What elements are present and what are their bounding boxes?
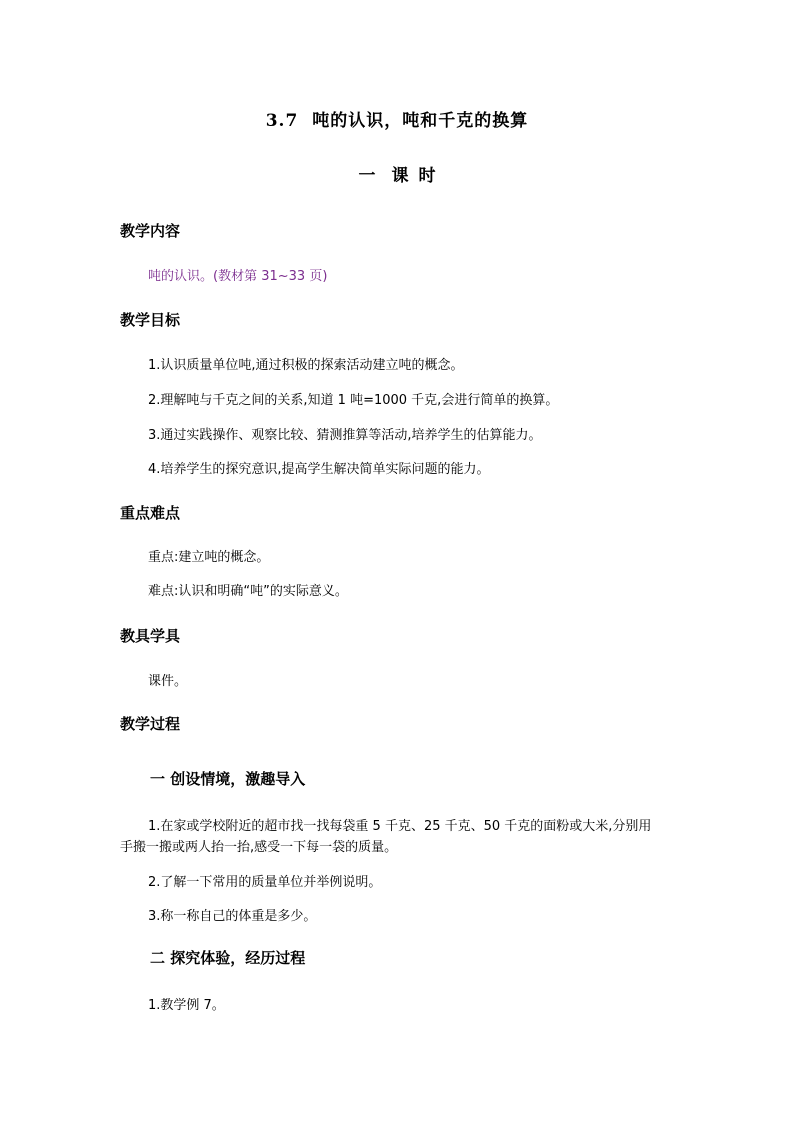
process-part1-heading: 一 创设情境，激趣导入: [150, 770, 306, 788]
section-heading-key-points: 重点难点: [120, 504, 181, 522]
section-heading-content: 教学内容: [120, 222, 181, 240]
tools-text: 课件。: [148, 674, 188, 689]
process-part2-heading: 二 探究体验，经历过程: [150, 949, 306, 967]
subtitle-char-2: 时: [418, 166, 436, 186]
title-text: 吨的认识，吨和千克的换算: [312, 111, 529, 131]
process-part2-item-1: 1.教学例 7。: [148, 998, 225, 1013]
content-text: 吨的认识。(教材第 31~33 页): [148, 269, 328, 284]
subtitle-dash: 一: [358, 166, 376, 186]
process-part1-item-1-cont: 手搬一搬或两人抬一抬,感受一下每一袋的质量。: [120, 840, 398, 855]
lesson-period-subtitle: [0, 161, 794, 186]
goal-item-4: 4.培养学生的探究意识,提高学生解决简单实际问题的能力。: [148, 462, 490, 477]
section-heading-process: 教学过程: [120, 715, 181, 733]
key-point-text: 重点:建立吨的概念。: [148, 550, 270, 565]
process-part1-item-2: 2.了解一下常用的质量单位并举例说明。: [148, 875, 382, 890]
section-heading-tools: 教具学具: [120, 627, 181, 645]
process-part1-item-3: 3.称一称自己的体重是多少。: [148, 909, 317, 924]
section-heading-goals: 教学目标: [120, 311, 181, 329]
process-part1-item-1: 1.在家或学校附近的超市找一找每袋重 5 千克、25 千克、50 千克的面粉或大米,分别用: [148, 819, 652, 834]
goal-item-2: 2.理解吨与千克之间的关系,知道 1 吨=1000 千克,会进行简单的换算。: [148, 393, 559, 408]
subtitle-char-1: 课: [391, 166, 409, 186]
title-number: 3.7: [265, 111, 299, 131]
goal-item-1: 1.认识质量单位吨,通过积极的探索活动建立吨的概念。: [148, 358, 464, 373]
document-title: [0, 106, 794, 131]
difficulty-text: 难点:认识和明确“吨”的实际意义。: [148, 584, 348, 599]
goal-item-3: 3.通过实践操作、观察比较、猜测推算等活动,培养学生的估算能力。: [148, 428, 542, 443]
